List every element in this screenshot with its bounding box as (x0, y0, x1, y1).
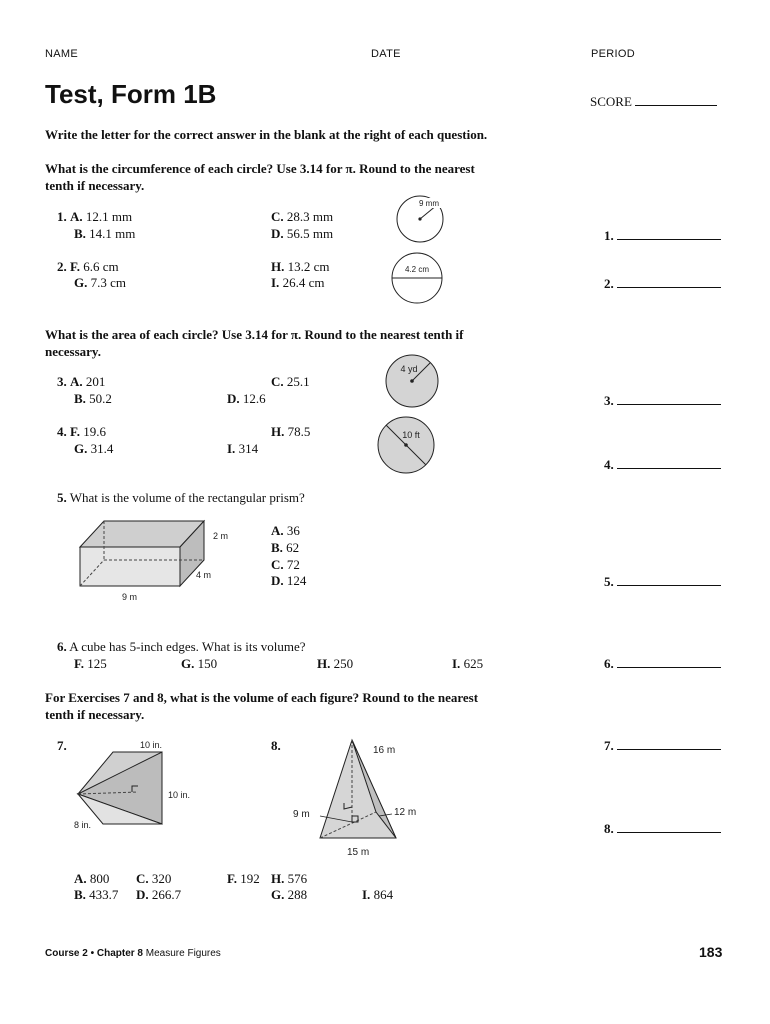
q7-left-label: 8 in. (74, 820, 92, 830)
q2-choice-h: 13.2 cm (287, 259, 330, 274)
section3-prompt-line1: For Exercises 7 and 8, what is the volume of each figure? Round to the nearest (45, 690, 479, 705)
q8-answer-number: 8. (604, 821, 614, 836)
q4-choice-i-wrap (227, 441, 258, 457)
q2-circle-figure (388, 250, 446, 306)
q3-choice-a-letter: A. (70, 374, 83, 389)
q5-choice-b-wrap (271, 540, 299, 556)
q8-left-label: 9 m (293, 809, 310, 820)
q7-choice-a-letter: A. (74, 871, 87, 886)
q5-prism-figure (76, 514, 246, 606)
q5-length-label: 9 m (122, 592, 138, 602)
q2-col2-row1 (271, 259, 330, 275)
q1-number: 1. (57, 209, 67, 224)
q1-answer-field[interactable] (604, 228, 721, 244)
q3-choice-c-wrap (271, 374, 310, 390)
q1-answer-blank[interactable] (617, 228, 721, 240)
q1-center-dot (418, 217, 421, 220)
q6-answer-number: 6. (604, 656, 614, 671)
q1-col2-row1 (271, 209, 333, 225)
q5-width-label: 4 m (196, 570, 212, 580)
q1-choice-b-letter: B. (74, 226, 86, 241)
q4-number: 4. (57, 424, 67, 439)
q3-center-dot (410, 379, 414, 383)
footer-course-name: Course 2 (45, 948, 88, 959)
q4-answer-blank[interactable] (617, 457, 721, 469)
q7-answer-field[interactable] (604, 738, 721, 754)
q1-choice-c: 28.3 mm (286, 209, 334, 224)
q5-choice-a-letter: A. (271, 523, 284, 538)
q5-answer-number: 5. (604, 574, 614, 589)
q8-pyramid-figure (286, 736, 436, 860)
q7-choice-c-letter: C. (136, 871, 149, 886)
footer-topic: Measure Figures (145, 948, 221, 959)
q5-choice-c-letter: C. (271, 557, 284, 572)
q5-prism-front-face (80, 547, 180, 586)
q2-choice-g-letter: G. (74, 275, 88, 290)
q1-col2-row2 (271, 226, 333, 242)
section2-prompt-line2: necessary. (45, 344, 101, 359)
q5-choice-c-wrap (271, 557, 300, 573)
q1-row2 (74, 226, 135, 242)
q3-answer-blank[interactable] (617, 393, 721, 405)
q7-pyramid-figure (68, 736, 208, 840)
q3-choice-d-wrap (227, 391, 266, 407)
score-label: SCORE (590, 94, 632, 109)
q3-choice-c: 25.1 (286, 374, 310, 389)
q1-choice-d: 56.5 mm (286, 226, 334, 241)
q2-answer-blank[interactable] (617, 276, 721, 288)
q6-choice-g-wrap (181, 656, 217, 672)
q3-answer-field[interactable] (604, 393, 721, 409)
q2-row2 (74, 275, 126, 291)
score-field[interactable] (590, 94, 717, 110)
q6-choice-i-letter: I. (452, 656, 461, 671)
q5-choice-d-letter: D. (271, 573, 284, 588)
q8-choice-f: 192 (240, 871, 260, 886)
q3-number: 3. (57, 374, 67, 389)
q1-choice-a: 12.1 mm (85, 209, 133, 224)
q3-choice-d: 12.6 (242, 391, 266, 406)
q4-choice-i-letter: I. (227, 441, 236, 456)
q2-row1 (57, 259, 119, 275)
q5-choice-b-letter: B. (271, 540, 283, 555)
q3-choice-c-letter: C. (271, 374, 284, 389)
q7-answer-number: 7. (604, 738, 614, 753)
q7-right-label: 10 in. (168, 790, 191, 800)
q7-number: 7. (57, 738, 67, 753)
q7-choice-a: 800 (89, 871, 110, 886)
q8-choice-i-letter: I. (362, 887, 371, 902)
q6-choice-f-wrap (74, 656, 107, 672)
q7-choice-b-letter: B. (74, 887, 86, 902)
q8-choice-h-letter: H. (271, 871, 285, 886)
q7-top-label: 10 in. (140, 740, 163, 750)
q6-choice-i-wrap (452, 656, 483, 672)
q5-choice-d-wrap (271, 573, 306, 589)
q7-choice-b: 433.7 (89, 887, 119, 902)
q5-text: What is the volume of the rectangular prism? (69, 490, 305, 505)
q1-choice-d-letter: D. (271, 226, 284, 241)
q8-choice-g-wrap (271, 887, 307, 903)
q8-number: 8. (271, 738, 281, 753)
footer-bullet: • (90, 948, 95, 959)
q5-choice-d: 124 (286, 573, 307, 588)
q4-circle-figure (374, 414, 438, 476)
q4-choice-i: 314 (238, 441, 259, 456)
q7-choice-d-wrap (136, 887, 181, 903)
q2-choice-i-letter: I. (271, 275, 280, 290)
q2-choice-f: 6.6 cm (83, 259, 119, 274)
q4-choice-g-letter: G. (74, 441, 88, 456)
date-label: DATE (371, 48, 401, 60)
q1-choice-b: 14.1 mm (89, 226, 136, 241)
q6-answer-field[interactable] (604, 656, 721, 672)
q6-choice-g-letter: G. (181, 656, 195, 671)
q5-height-label: 2 m (213, 531, 229, 541)
q4-row2 (74, 441, 113, 457)
q5-answer-blank[interactable] (617, 574, 721, 586)
q6-number: 6. (57, 639, 67, 654)
q4-choice-h: 78.5 (287, 424, 311, 439)
q7-answer-blank[interactable] (617, 738, 721, 750)
q6-choice-h-wrap (317, 656, 353, 672)
footer-chapter: Chapter 8 (96, 948, 143, 959)
q7-choice-c-wrap (136, 871, 171, 887)
q6-choice-f: 125 (87, 656, 107, 671)
q2-choice-h-letter: H. (271, 259, 285, 274)
q6-choice-h: 250 (333, 656, 354, 671)
q4-answer-field[interactable] (604, 457, 721, 473)
q3-answer-number: 3. (604, 393, 614, 408)
page-number: 183 (699, 944, 723, 960)
page-title: Test, Form 1B (45, 79, 217, 109)
q8-choice-h-wrap (271, 871, 307, 887)
q2-col2-row2 (271, 275, 324, 291)
q6-text: A cube has 5-inch edges. What is its volume? (69, 639, 306, 654)
q3-figure-label: 4 yd (400, 364, 418, 374)
q3-choice-a: 201 (85, 374, 106, 389)
q1-figure-label: 9 mm (419, 199, 439, 208)
q7-choice-d-letter: D. (136, 887, 149, 902)
q8-choice-i-wrap (362, 887, 393, 903)
q4-row1 (57, 424, 106, 440)
q5-answer-field[interactable] (604, 574, 721, 590)
q8-answer-field[interactable] (604, 821, 721, 837)
q5-choice-b: 62 (286, 540, 300, 555)
q7-choice-a-wrap (74, 871, 109, 887)
q8-answer-blank[interactable] (617, 821, 721, 833)
q3-choice-d-letter: D. (227, 391, 240, 406)
q4-choice-f: 19.6 (83, 424, 106, 439)
q1-choice-c-letter: C. (271, 209, 284, 224)
q8-choice-i: 864 (373, 887, 394, 902)
q2-figure-label: 4.2 cm (404, 265, 430, 274)
q2-choice-g: 7.3 cm (90, 275, 127, 290)
q4-choice-g: 31.4 (90, 441, 114, 456)
q7-choice-c: 320 (151, 871, 172, 886)
q5-number: 5. (57, 490, 67, 505)
q4-choice-h-wrap (271, 424, 310, 440)
name-label: NAME (45, 48, 78, 60)
q5-choice-c: 72 (286, 557, 300, 572)
q8-choice-h: 576 (287, 871, 308, 886)
q4-figure-label: 10 ft (402, 430, 420, 440)
q3-choice-b: 50.2 (89, 391, 112, 406)
q5-choice-a-wrap (271, 523, 300, 539)
q6-choice-g: 150 (197, 656, 218, 671)
q1-row1 (57, 209, 132, 225)
q2-choice-i: 26.4 cm (282, 275, 325, 290)
section3-prompt-line2: tenth if necessary. (45, 707, 145, 722)
q8-right-label: 12 m (394, 807, 417, 818)
q4-choice-f-letter: F. (70, 424, 80, 439)
q6-choice-f-letter: F. (74, 656, 84, 671)
q8-choice-g: 288 (287, 887, 308, 902)
q5-question (57, 490, 305, 506)
q1-choice-a-letter: A. (70, 209, 83, 224)
period-label: PERIOD (591, 48, 635, 60)
q3-row1 (57, 374, 105, 390)
q6-answer-blank[interactable] (617, 656, 721, 668)
q3-circle-figure (382, 352, 442, 410)
q4-center-dot (404, 443, 408, 447)
q6-question (57, 639, 306, 655)
section1-prompt-line2: tenth if necessary. (45, 178, 145, 193)
q5-choice-a: 36 (286, 523, 300, 538)
q6-choice-i: 625 (463, 656, 484, 671)
q2-answer-field[interactable] (604, 276, 721, 292)
q8-height-label: 16 m (373, 745, 396, 756)
q7-choice-b-wrap (74, 887, 118, 903)
q7-choice-d: 266.7 (151, 887, 182, 902)
q2-answer-number: 2. (604, 276, 614, 291)
q6-choice-h-letter: H. (317, 656, 331, 671)
section1-prompt-line1: What is the circumference of each circle? Use 3.14 for π. Round to the nearest (45, 161, 475, 176)
q8-choice-g-letter: G. (271, 887, 285, 902)
q4-choice-h-letter: H. (271, 424, 285, 439)
score-blank[interactable] (635, 94, 717, 106)
q4-answer-number: 4. (604, 457, 614, 472)
instructions: Write the letter for the correct answer in the blank at the right of each question. (45, 127, 488, 142)
q8-base-label: 15 m (347, 847, 370, 858)
q8-choice-f-wrap (227, 871, 260, 887)
q3-choice-b-letter: B. (74, 391, 86, 406)
q2-choice-f-letter: F. (70, 259, 80, 274)
q3-row2 (74, 391, 112, 407)
footer-course (45, 948, 221, 959)
q8-choice-f-letter: F. (227, 871, 237, 886)
q1-answer-number: 1. (604, 228, 614, 243)
section2-prompt-line1: What is the area of each circle? Use 3.14 for π. Round to the nearest tenth if (45, 327, 464, 342)
q2-number: 2. (57, 259, 67, 274)
q1-circle-figure (392, 192, 448, 244)
